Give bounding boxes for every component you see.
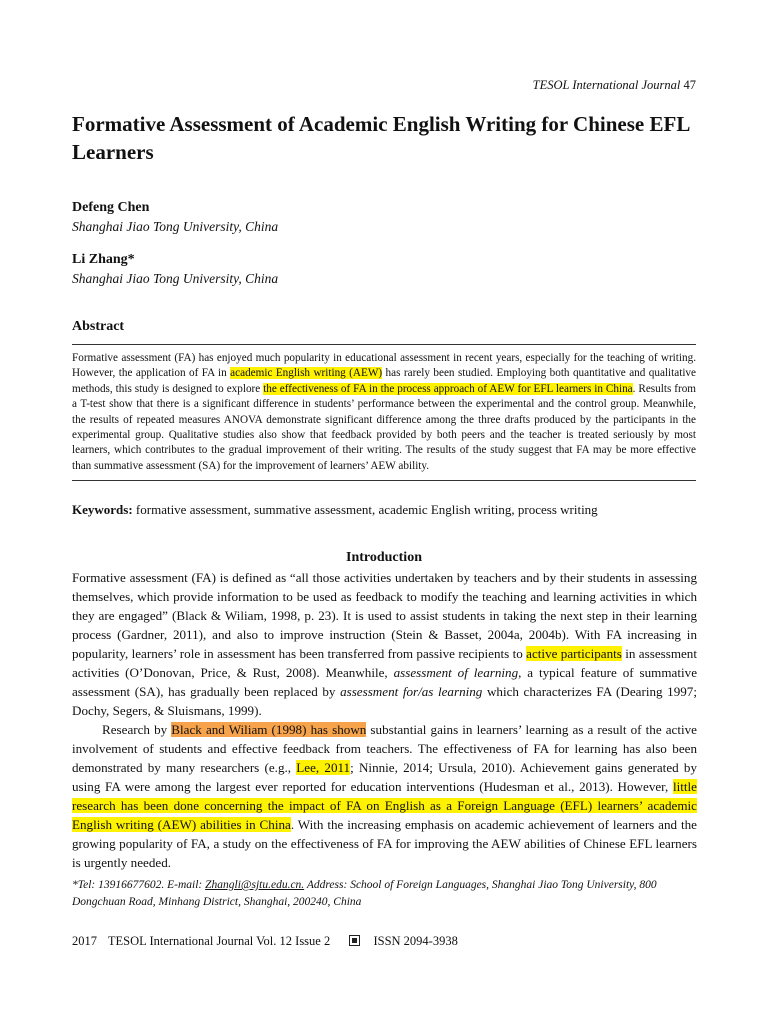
text-span: in assessment activities (O’Donovan, Price, & Rust, 2008). Meanwhile, xyxy=(72,646,697,680)
abstract-heading: Abstract xyxy=(72,319,125,334)
highlight: little research has been done concerning the impact of FA on English as a Foreign Language (EFL) learners’ academic English writing (AEW) abilities in China xyxy=(72,779,697,832)
text-span: Research by xyxy=(102,722,172,737)
keywords-label: Keywords: xyxy=(72,502,133,517)
page-footer xyxy=(72,934,466,949)
keywords-text: formative assessment, summative assessment, academic English writing, process writing xyxy=(132,502,598,517)
paragraph xyxy=(72,720,697,872)
abstract-text-span: Formative assessment (FA) has enjoyed much popularity in educational assessment in recent years, especially for the teaching of writing. However, the application of FA in xyxy=(72,352,696,380)
section-heading: Introduction xyxy=(346,550,422,565)
highlight: Lee, 2011 xyxy=(296,760,351,775)
paper-title: Formative Assessment of Academic English Writing for Chinese EFL Learners xyxy=(72,112,690,164)
italic-term: assessment for/as learning xyxy=(340,684,483,699)
page-number: 47 xyxy=(683,78,696,92)
text-span: which characterizes FA (Dearing 1997; Dochy, Segers, & Sluismans, 1999). xyxy=(72,684,697,718)
paragraph xyxy=(72,568,697,720)
italic-term: assessment of learning, xyxy=(393,665,522,680)
abstract-text-span: has rarely been studied. Employing both quantitative and qualitative methods, this study is designed to explore xyxy=(72,367,696,395)
footer-issn: ISSN 2094-3938 xyxy=(373,934,458,948)
highlight: the effectiveness of FA in the process approach of AEW for EFL learners in China xyxy=(263,382,633,395)
footnote-text: *Tel: 13916677602. E-mail: xyxy=(72,879,206,891)
running-head xyxy=(533,78,696,93)
footer-year: 2017 xyxy=(72,934,97,948)
author-name: Defeng Chen xyxy=(72,200,150,215)
author-affiliation: Shanghai Jiao Tong University, China xyxy=(72,219,279,234)
keywords xyxy=(72,502,700,518)
highlight: active participants xyxy=(526,646,622,661)
footnote xyxy=(72,877,700,911)
square-bullet-icon xyxy=(349,935,360,946)
text-span: ; Ninnie, 2014; Ursula, 2010). Achievement gains generated by using FA were among the largest ever reported for education interventions (Hudesman et al., 2013). However, xyxy=(72,760,697,794)
text-span: Formative assessment (FA) is defined as “all those activities undertaken by teachers and by their students in assessing themselves, which provide information to be used as feedback to modify the teaching and learning activities in which they are engaged” (Black & Wiliam, 1998, p. 23). It is used to assist students in taking the next step in their learning process (Gardner, 2011), and also to improve instruction (Stein & Basset, 2004a, 2004b). With FA increasing in popularity, learners’ role in assessment has been transferred from passive recipients to xyxy=(72,570,697,661)
journal-name: TESOL International Journal xyxy=(532,78,681,92)
abstract-box xyxy=(72,344,696,481)
text-span: substantial gains in learners’ learning as a result of the active involvement of students and effective feedback from teachers. The effectiveness of FA for learning has also been demonstrated by many researchers (e.g., xyxy=(72,722,697,775)
footer-journal: TESOL International Journal Vol. 12 Issue 2 xyxy=(107,934,331,948)
author-affiliation: Shanghai Jiao Tong University, China xyxy=(72,271,279,286)
body-text xyxy=(72,568,697,872)
highlight-orange: Black and Wiliam (1998) has shown xyxy=(171,722,367,737)
highlight: academic English writing (AEW) xyxy=(230,367,383,380)
text-span: a typical feature of summative assessment (SA), has gradually been replaced by xyxy=(72,665,698,699)
footnote-text: Address: School of Foreign Languages, Shanghai Jiao Tong University, 800 Dongchuan Road, Minhang District, Shanghai, 200240, China xyxy=(72,879,657,908)
email-link[interactable]: Zhangli@sjtu.edu.cn. xyxy=(205,879,305,891)
abstract-text-span: . Results from a T-test show that there is a significant difference in students’ performance between the experimental and the control group. Meanwhile, the results of repeated measures ANOVA demonstrate significant difference among the three drafts produced by the participants in the experimental group. Qualitative studies also show that feedback provided by both peers and the teacher is treated seriously by most learners, which contributes to the gradual improvement of their writing. The results of the study suggest that FA may be more effective than summative assessment (SA) for the improvement of learners’ AEW ability. xyxy=(72,382,696,472)
author-name: Li Zhang* xyxy=(72,252,135,267)
abstract-text xyxy=(72,351,696,474)
text-span: . With the increasing emphasis on academic achievement of learners and the growing popularity of FA, a study on the effectiveness of FA for improving the AEW abilities of Chinese EFL learners is urgently needed. xyxy=(72,817,697,870)
